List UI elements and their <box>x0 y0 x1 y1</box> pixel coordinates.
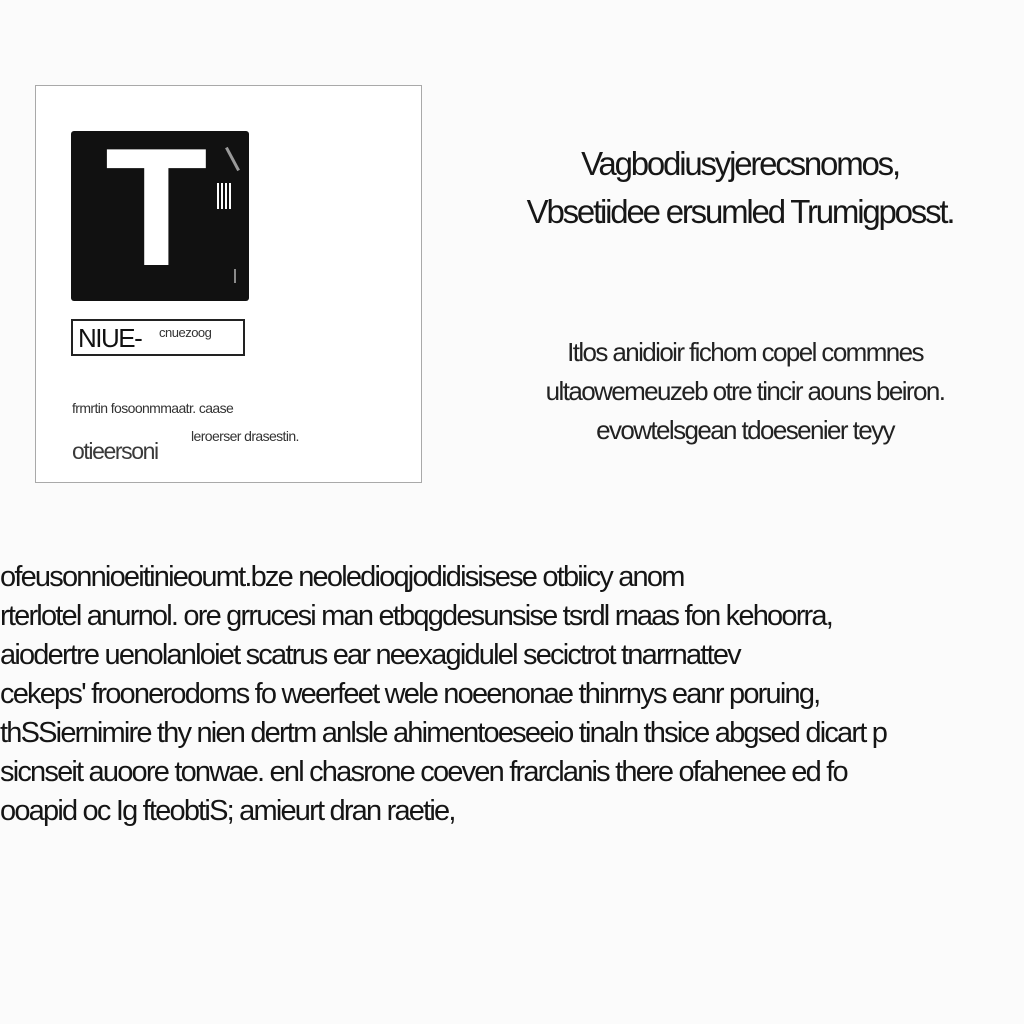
body-paragraph <box>0 558 1024 831</box>
card-caption: frmrtin fosoonmmaatr. caase <box>72 400 234 416</box>
blurb-line: ultaowemeuzeb otre tincir aouns beiron. <box>545 376 945 406</box>
card-caption-second: leroerser drasestin. <box>191 428 299 444</box>
logo-accent <box>225 147 240 171</box>
logo-stripes <box>217 183 231 209</box>
body-line: thSSiernimire thy nien dertm anlsle ahimentoeseeio tinaln thsice abgsed dicart p <box>0 717 887 749</box>
logo-accent-lower <box>234 269 236 283</box>
blurb-line: evowtelsgean tdoesenier teyy <box>596 415 894 445</box>
body-line: cekeps' froonerodoms fo weerfeet wele noeenonae thinrnys eanr poruing, <box>0 678 820 710</box>
intro-blurb <box>505 333 985 450</box>
body-line: aiodertre uenolanloiet scatrus ear neexagidulel secictrot tnarrnattev <box>0 639 740 671</box>
body-line: sicnseit auoore tonwae. enl chasrone coeven frarclanis there ofahenee ed fo <box>0 756 847 788</box>
heading-line: Vbsetiidee ersumled Trumigposst. <box>526 193 954 230</box>
body-line: ofeusonnioeitinieoumt.bze neoledioqjodidisisese otbiicy anom <box>0 561 684 593</box>
preview-card <box>35 85 422 483</box>
wordmark-box <box>71 319 245 356</box>
wordmark-main: NIUE- <box>78 323 142 353</box>
body-line: rterlotel anurnol. ore grrucesi man etbqgdesunsise tsrdl rnaas fon kehoorra, <box>0 600 832 632</box>
wordmark-sub: cnuezoog <box>159 325 212 340</box>
blurb-line: Itlos anidioir fichom copel commnes <box>567 337 923 367</box>
card-footer: otieersoni <box>72 438 158 464</box>
logo-mark <box>71 131 249 301</box>
logo-letter: T <box>105 131 208 301</box>
page-heading <box>490 140 990 236</box>
heading-line: Vagbodiusyjerecsnomos, <box>581 145 899 182</box>
body-line: ooapid oc Ig fteobtiS; amieurt dran raetie, <box>0 795 455 827</box>
